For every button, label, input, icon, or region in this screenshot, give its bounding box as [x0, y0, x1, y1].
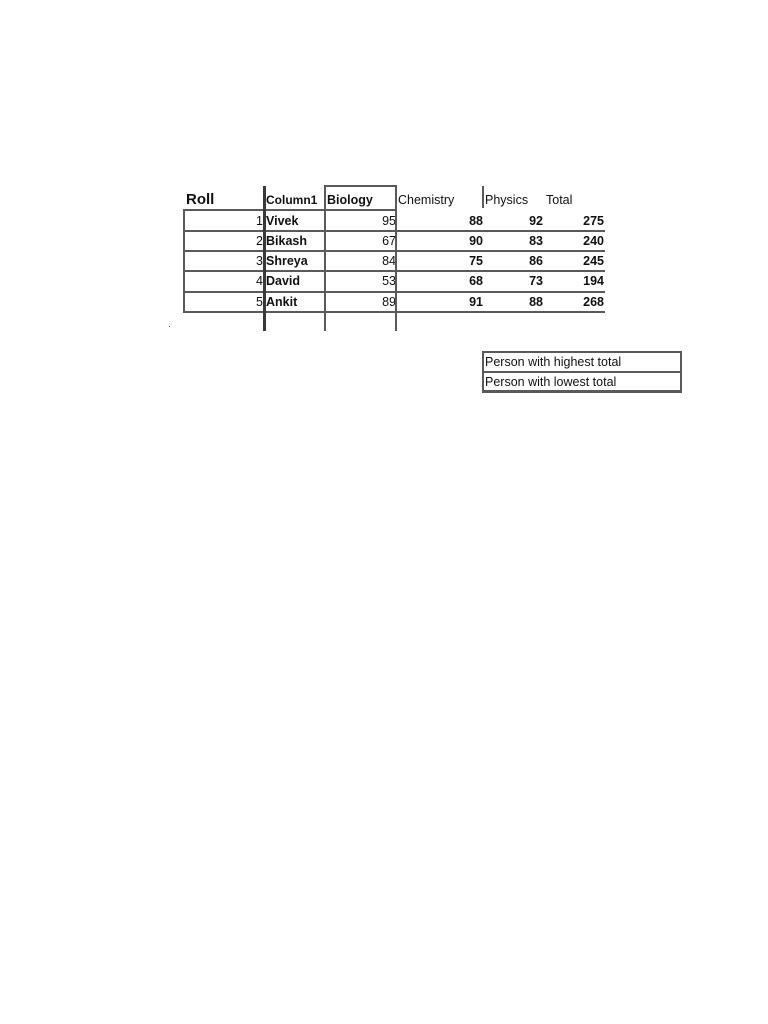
biology-cell[interactable]: 84 [382, 254, 396, 268]
header-chemistry[interactable]: Chemistry [398, 193, 455, 207]
physics-cell[interactable]: 92 [529, 214, 543, 228]
header-physics[interactable]: Physics [485, 193, 529, 207]
name-cell[interactable]: Ankit [266, 295, 298, 309]
chemistry-cell[interactable]: 90 [469, 234, 483, 248]
chemistry-cell[interactable]: 68 [469, 274, 483, 288]
grid-line [183, 270, 605, 272]
chemistry-cell[interactable]: 75 [469, 254, 483, 268]
biology-cell[interactable]: 53 [382, 274, 396, 288]
grid-line [183, 291, 605, 293]
grid-line [482, 186, 484, 208]
roll-cell[interactable]: 3 [256, 254, 263, 268]
highest-total-cell[interactable] [482, 351, 682, 373]
grid-line [183, 209, 397, 211]
total-cell[interactable]: 268 [583, 295, 604, 309]
total-cell[interactable]: 275 [583, 214, 604, 228]
name-cell[interactable]: Bikash [266, 234, 307, 248]
header-total[interactable]: Total [546, 193, 573, 207]
name-cell[interactable]: Vivek [266, 214, 299, 228]
total-cell[interactable]: 245 [583, 254, 604, 268]
roll-cell[interactable]: 2 [256, 234, 263, 248]
grid-line [395, 185, 397, 331]
header-column1[interactable]: Column1 [266, 193, 318, 207]
name-cell[interactable]: Shreya [266, 254, 308, 268]
biology-cell[interactable]: 89 [382, 295, 396, 309]
lowest-total-cell[interactable] [482, 371, 682, 393]
physics-cell[interactable]: 73 [529, 274, 543, 288]
biology-cell[interactable]: 95 [382, 214, 396, 228]
highest-total-label: Person with highest total [485, 355, 622, 369]
grid-line [183, 209, 185, 313]
total-cell[interactable]: 240 [583, 234, 604, 248]
grid-line [183, 311, 605, 313]
summary-clip [482, 351, 622, 395]
header-biology[interactable]: Biology [327, 193, 373, 207]
stray-dot [169, 326, 170, 327]
roll-cell[interactable]: 1 [256, 214, 263, 228]
header-roll[interactable]: Roll [186, 191, 215, 208]
physics-cell[interactable]: 86 [529, 254, 543, 268]
grid-line [324, 209, 326, 331]
grid-line [263, 186, 266, 331]
grid-line [324, 185, 326, 209]
grid-line [183, 230, 605, 232]
roll-cell[interactable]: 4 [256, 274, 263, 288]
grid-line [183, 250, 605, 252]
total-cell[interactable]: 194 [583, 274, 604, 288]
physics-cell[interactable]: 88 [529, 295, 543, 309]
lowest-total-label: Person with lowest total [485, 375, 617, 389]
chemistry-cell[interactable]: 88 [469, 214, 483, 228]
biology-cell[interactable]: 67 [382, 234, 396, 248]
roll-cell[interactable]: 5 [256, 295, 263, 309]
chemistry-cell[interactable]: 91 [469, 295, 483, 309]
name-cell[interactable]: David [266, 274, 301, 288]
biology-header-top-border [326, 185, 397, 187]
physics-cell[interactable]: 83 [529, 234, 543, 248]
